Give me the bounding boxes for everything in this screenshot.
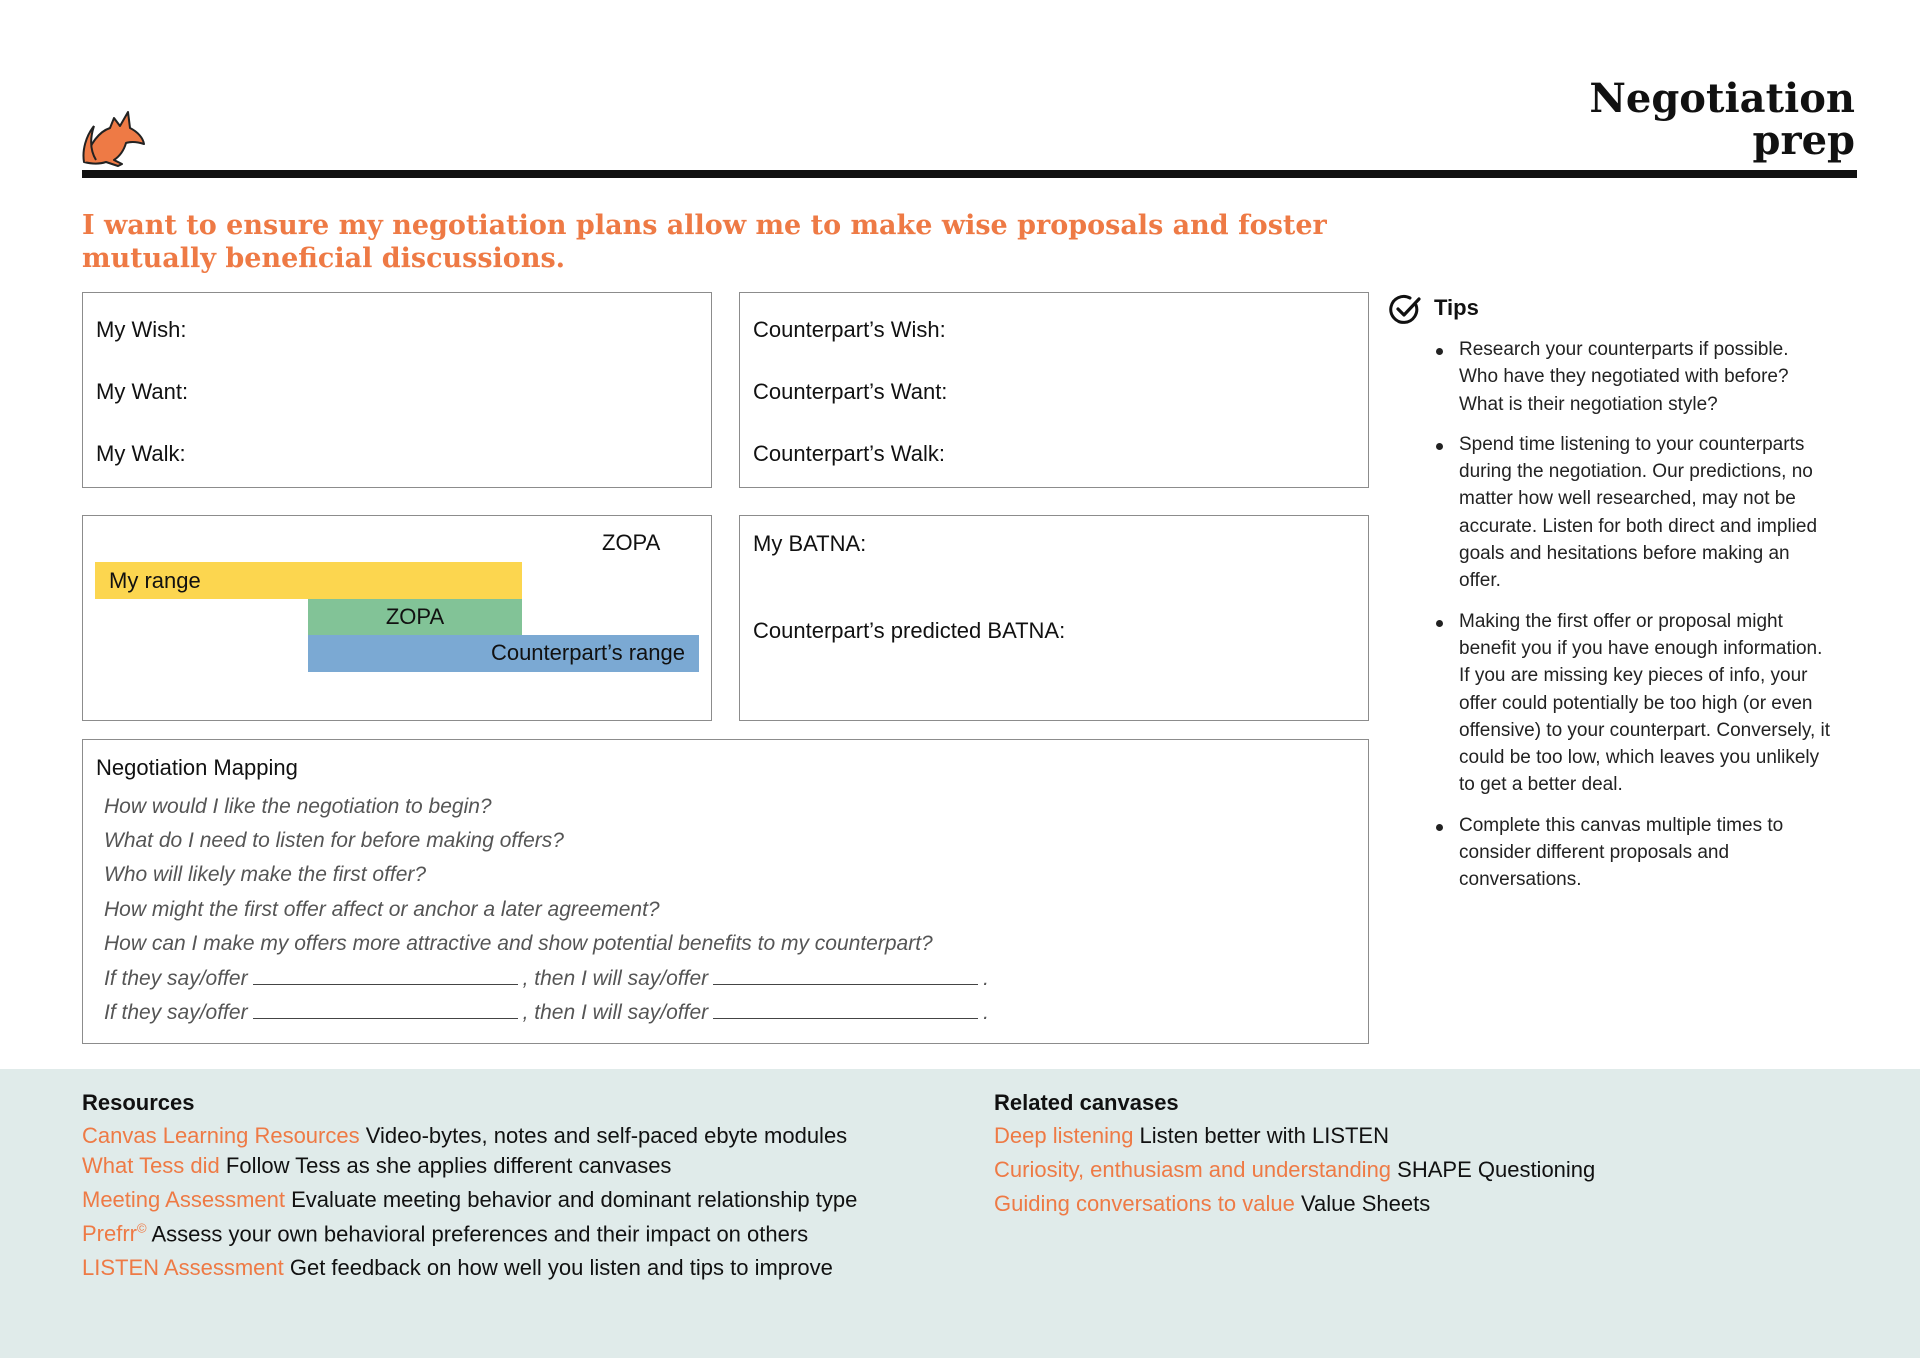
- resource-desc: Assess your own behavioral preferences and their impact on others: [146, 1221, 809, 1247]
- resource-item: [82, 1187, 857, 1213]
- related-desc: Listen better with LISTEN: [1133, 1123, 1389, 1148]
- response-blank-field[interactable]: [713, 1000, 978, 1019]
- counterpart-range-bar: Counterpart’s range: [308, 635, 699, 672]
- batna-box: [739, 515, 1369, 721]
- resource-link[interactable]: LISTEN Assessment: [82, 1255, 284, 1280]
- tip-item: Research your counterparts if possible. Who have they negotiated with before? What is their negotiation style?: [1432, 336, 1832, 418]
- response-blank-field[interactable]: [713, 966, 978, 985]
- offer-blank-field[interactable]: [253, 966, 518, 985]
- resource-link[interactable]: Meeting Assessment: [82, 1187, 285, 1212]
- related-link[interactable]: Curiosity, enthusiasm and understanding: [994, 1157, 1392, 1182]
- my-want-label: My Want:: [96, 379, 189, 404]
- then-i-label: , then I will say/offer: [522, 1001, 709, 1024]
- line-period: .: [983, 967, 989, 990]
- related-desc: Value Sheets: [1294, 1191, 1431, 1216]
- zopa-diagram-box: [82, 515, 712, 721]
- page-title: [1589, 75, 1855, 164]
- resource-item: [82, 1153, 671, 1179]
- related-title: Related canvases: [994, 1090, 1179, 1115]
- mapping-title: Negotiation Mapping: [96, 755, 298, 780]
- resource-link[interactable]: Canvas Learning Resources: [82, 1123, 360, 1148]
- page-title-line2: prep: [1752, 117, 1855, 164]
- if-they-label: If they say/offer: [104, 1001, 248, 1024]
- mapping-question: How might the first offer affect or anchor a later agreement?: [104, 898, 660, 921]
- then-i-label: , then I will say/offer: [522, 967, 709, 990]
- resources-title: Resources: [82, 1090, 195, 1115]
- resource-item: [82, 1255, 833, 1281]
- resource-desc: Video-bytes, notes and self-paced ebyte modules: [359, 1123, 848, 1148]
- related-item: [994, 1191, 1430, 1217]
- mapping-question: What do I need to listen for before making offers?: [104, 829, 564, 852]
- headline: I want to ensure my negotiation plans allow me to make wise proposals and foster mutually beneficial discussions.: [82, 210, 1327, 274]
- resource-link[interactable]: What Tess did: [82, 1153, 220, 1178]
- resource-desc: Follow Tess as she applies different canvases: [219, 1153, 672, 1178]
- mapping-question: How would I like the negotiation to begin?: [104, 795, 492, 818]
- related-item: [994, 1157, 1595, 1183]
- counterpart-walk-label: Counterpart’s Walk:: [753, 441, 945, 466]
- resource-desc: Get feedback on how well you listen and tips to improve: [283, 1255, 833, 1280]
- my-walk-label: My Walk:: [96, 441, 186, 466]
- tips-list: [1432, 336, 1832, 907]
- related-link[interactable]: Deep listening: [994, 1123, 1134, 1148]
- resource-link-text: Prefrr: [82, 1221, 137, 1247]
- if-they-label: If they say/offer: [104, 967, 248, 990]
- counterpart-wish-label: Counterpart’s Wish:: [753, 317, 946, 342]
- tip-item: Making the first offer or proposal might benefit you if you have enough information. If you are missing key pieces of info, your offer could potentially be too high (or even offensive) to your counterpart. Conversely, it could be too low, which leaves you unlikely to get a better deal.: [1432, 608, 1832, 799]
- counterpart-want-label: Counterpart’s Want:: [753, 379, 948, 404]
- tip-item: Complete this canvas multiple times to consider different proposals and conversations.: [1432, 812, 1832, 894]
- if-then-line: [104, 966, 989, 991]
- my-batna-label: My BATNA:: [753, 531, 867, 556]
- footer: [0, 1069, 1920, 1358]
- copyright-sup: ©: [137, 1221, 147, 1236]
- resource-item: [82, 1123, 847, 1149]
- fox-logo-icon: [80, 104, 146, 168]
- counterpart-batna-label: Counterpart’s predicted BATNA:: [753, 618, 1066, 643]
- negotiation-mapping-box: [82, 739, 1369, 1044]
- mapping-question: Who will likely make the first offer?: [104, 863, 427, 886]
- if-then-line: [104, 1000, 989, 1025]
- my-positions-box: [82, 292, 712, 488]
- resource-desc: Evaluate meeting behavior and dominant relationship type: [284, 1187, 858, 1212]
- zopa-bar: ZOPA: [308, 599, 522, 635]
- resource-link[interactable]: [82, 1221, 147, 1246]
- check-circle-icon: [1388, 293, 1422, 327]
- offer-blank-field[interactable]: [253, 1000, 518, 1019]
- header-rule: [82, 170, 1857, 178]
- resource-item: [82, 1221, 808, 1247]
- my-wish-label: My Wish:: [96, 317, 187, 342]
- tip-item: Spend time listening to your counterparts during the negotiation. Our predictions, no matter how well researched, may not be accurate. Listen for both direct and implied goals and hesitations before making an offer.: [1432, 431, 1832, 595]
- line-period: .: [983, 1001, 989, 1024]
- mapping-question: How can I make my offers more attractive and show potential benefits to my counterpart?: [104, 932, 933, 955]
- tips-title: Tips: [1434, 295, 1479, 320]
- zopa-heading: ZOPA: [602, 530, 661, 555]
- page-title-line1: Negotiation: [1589, 75, 1855, 122]
- counterpart-positions-box: [739, 292, 1369, 488]
- my-range-bar: My range: [95, 562, 522, 599]
- related-link[interactable]: Guiding conversations to value: [994, 1191, 1295, 1216]
- related-desc: SHAPE Questioning: [1391, 1157, 1596, 1182]
- related-item: [994, 1123, 1389, 1149]
